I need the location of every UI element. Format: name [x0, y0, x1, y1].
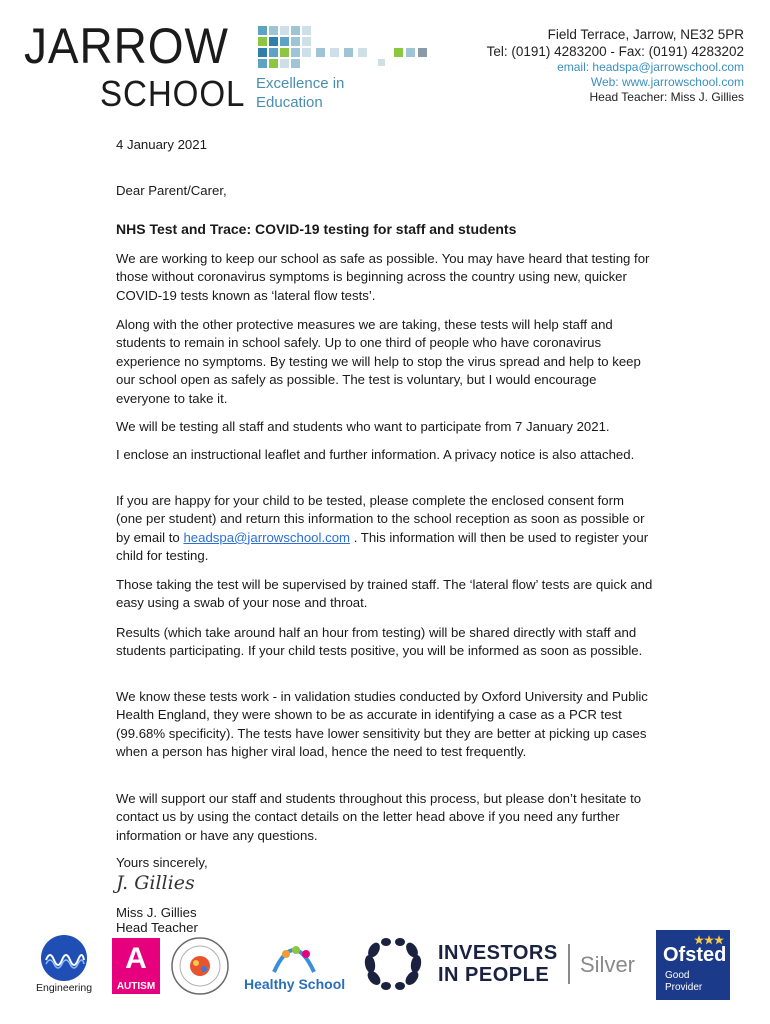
- investors-in-people-text: [438, 942, 558, 986]
- paragraph-1: We are working to keep our school as safe as possible. You may have heard that testing for those without coronavirus symptoms is beginning across the country using new, quicker COVID-19 tests known as ‘lateral flow tests’.: [116, 251, 650, 303]
- autism-accreditation-logo: [112, 938, 160, 996]
- closing: Yours sincerely,: [116, 855, 208, 870]
- school-website[interactable]: Web: www.jarrowschool.com: [590, 75, 744, 89]
- seal-icon: [170, 936, 230, 996]
- paragraph-3: We will be testing all staff and students who want to participate from 7 January 2021.: [116, 419, 610, 434]
- education-skills-seal-logo: [170, 936, 234, 996]
- ofsted-provider: Provider: [665, 982, 703, 993]
- ofsted-good-provider-logo: [656, 930, 730, 1000]
- tagline-line-1: Excellence in: [256, 75, 345, 92]
- paragraph-2: Along with the other protective measures we are taking, these tests will help staff and students to remain in school safely. Up to one third of people who have coronavirus experience no symptoms. By testing we will help to stop the virus spread and help to keep our school open as safely as possible. The test is voluntary, but I would encourage everyone to take it.: [116, 317, 641, 406]
- school-logo-jarrow: JARROW: [24, 18, 229, 74]
- school-telephone: Tel: (0191) 4283200 - Fax: (0191) 4283202: [486, 44, 744, 59]
- engineering-badge-icon: [40, 934, 88, 982]
- paragraph-6: Those taking the test will be supervised by trained staff. The ‘lateral flow’ tests are quick and easy using a swab of your nose and throat.: [116, 577, 653, 611]
- tagline-line-2: Education: [256, 94, 323, 111]
- contact-details: [487, 26, 744, 105]
- head-teacher-line: Head Teacher: Miss J. Gillies: [589, 90, 744, 104]
- school-email[interactable]: email: headspa@jarrowschool.com: [557, 60, 744, 74]
- iip-silver-level: Silver: [580, 952, 636, 977]
- healthy-school-logo: [244, 936, 348, 996]
- ofsted-good: Good: [665, 970, 690, 981]
- healthy-school-label: Healthy School: [244, 976, 346, 992]
- healthy-school-figures-icon: [266, 936, 322, 976]
- signatory-name: Miss J. Gillies: [116, 905, 197, 920]
- iip-line-1: INVESTORS: [438, 942, 558, 964]
- school-address: Field Terrace, Jarrow, NE32 5PR: [547, 27, 744, 42]
- paragraph-9: We will support our staff and students throughout this process, but please don’t hesitate to contact us by using the contact details on the letter head above if you need any further information or have any questions.: [116, 791, 642, 843]
- investors-in-people-wreath-icon: [360, 936, 430, 996]
- engineering-label: Engineering: [36, 982, 93, 994]
- ofsted-title: Ofsted: [663, 944, 727, 966]
- autism-label: AUTISM: [112, 980, 160, 994]
- letter-date: 4 January 2021: [116, 137, 207, 152]
- email-link[interactable]: headspa@jarrowschool.com: [183, 529, 351, 545]
- paragraph-5-start: If you are happy for your child to be tested, please complete the enclosed consent form (one per student) and return this information to the school reception as soon as possible or by email to: [116, 493, 645, 545]
- paragraph-8: We know these tests work - in validation studies conducted by Oxford University and Public Health England, they were shown to be as accurate in identifying a case as a PCR test (99.68% specificity). The tests have lower sensitivity but they are better at picking up cases when a person has higher viral load, hence the need to test frequently.: [116, 689, 648, 760]
- salutation: Dear Parent/Carer,: [116, 183, 227, 198]
- signatory-title: Head Teacher: [116, 920, 198, 935]
- engineering-logo: [36, 934, 92, 994]
- paragraph-4: I enclose an instructional leaflet and further information. A privacy notice is also attached.: [116, 447, 635, 462]
- letter-subject: NHS Test and Trace: COVID-19 testing for staff and students: [116, 221, 517, 237]
- paragraph-5: [116, 492, 654, 566]
- handwritten-signature: [116, 872, 216, 902]
- iip-divider: [568, 944, 570, 984]
- paragraph-7: Results (which take around half an hour from testing) will be shared directly with staff and students participating. If your child tests positive, you will be informed as soon as possible.: [116, 625, 643, 659]
- signature-text: J. Gillies: [116, 872, 195, 894]
- iip-line-2: IN PEOPLE: [438, 964, 550, 986]
- school-tagline: [256, 74, 344, 112]
- autism-letter-badge: A: [112, 938, 160, 980]
- paragraph-5-end: . This information will then be used to register your child for testing.: [116, 529, 649, 564]
- school-logo-school: SCHOOL: [100, 73, 246, 114]
- logo-squares-graphic: [258, 26, 428, 72]
